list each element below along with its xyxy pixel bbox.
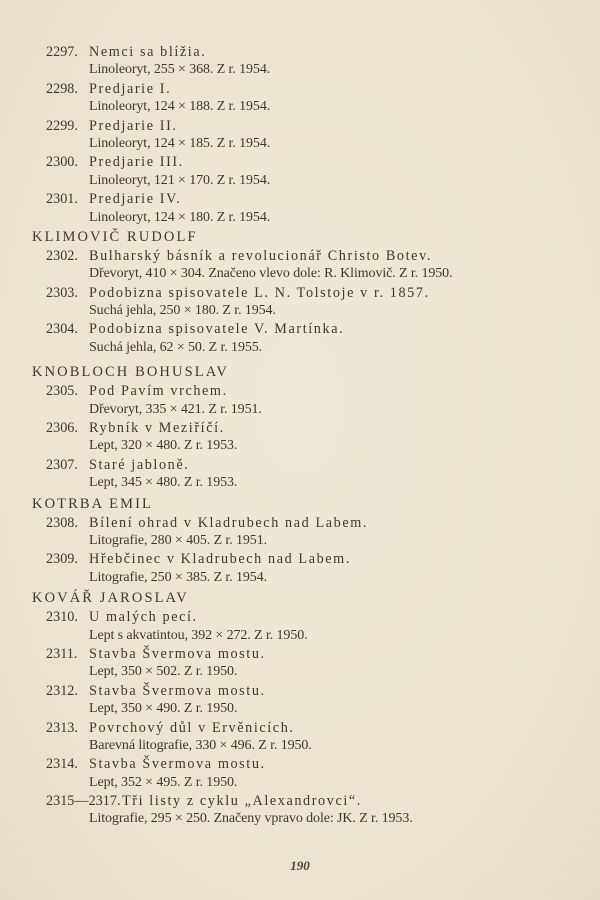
entry-description: Litografie, 295 × 250. Značeny vpravo dole: JK. Z r. 1953. xyxy=(89,811,413,827)
entry-description-line xyxy=(32,474,572,492)
entry-number: 2313. xyxy=(46,719,78,736)
entry-description-line xyxy=(32,61,572,79)
entry-number: 2306. xyxy=(46,420,78,437)
entry-number: 2305. xyxy=(46,383,78,400)
entry-title: Bílení ohrad v Kladrubech nad Labem. xyxy=(89,514,369,531)
entry-description-line xyxy=(32,339,572,357)
artist-heading: KOTRBA EMIL xyxy=(32,495,153,512)
entry-number-line xyxy=(32,419,572,437)
entry-description: Linoleoryt, 124 × 185. Z r. 1954. xyxy=(89,135,271,151)
entry-title: Predjarie IV. xyxy=(89,191,182,208)
entry-description: Barevná litografie, 330 × 496. Z r. 1950. xyxy=(89,737,312,753)
entry-description: Lept, 350 × 490. Z r. 1950. xyxy=(89,701,238,717)
entry-number-line xyxy=(32,117,572,135)
artist-heading: KLIMOVIČ RUDOLF xyxy=(32,228,198,245)
entry-number-line xyxy=(32,645,572,663)
entry-number-line xyxy=(32,608,572,626)
entry-description: Dřevoryt, 410 × 304. Značeno vlevo dole: R. Klimovič. Z r. 1950. xyxy=(89,266,453,282)
page-number: 190 xyxy=(290,858,310,873)
entry-description: Litografie, 280 × 405. Z r. 1951. xyxy=(89,532,268,548)
artist-heading: KNOBLOCH BOHUSLAV xyxy=(32,364,229,381)
entry-description: Suchá jehla, 250 × 180. Z r. 1954. xyxy=(89,303,276,319)
entry-description-line xyxy=(32,172,572,190)
entry-description: Lept, 350 × 502. Z r. 1950. xyxy=(89,664,238,680)
entry-title: Tři listy z cyklu „Alexandrovci“. xyxy=(122,793,362,810)
entry-title: Podobizna spisovatele V. Martínka. xyxy=(89,321,345,338)
entry-number: 2310. xyxy=(46,609,78,626)
entry-description: Lept, 352 × 495. Z r. 1950. xyxy=(89,774,238,790)
entry-title: Predjarie I. xyxy=(89,80,172,97)
entry-description: Dřevoryt, 335 × 421. Z r. 1951. xyxy=(89,401,262,417)
entry-number-line xyxy=(32,456,572,474)
entry-description-line xyxy=(32,302,572,320)
entry-number: 2312. xyxy=(46,682,78,699)
entry-description-line xyxy=(32,209,572,227)
entry-description: Linoleoryt, 124 × 180. Z r. 1954. xyxy=(89,209,271,225)
entry-title: Predjarie III. xyxy=(89,154,184,171)
entry-title: Povrchový důl v Ervěnicích. xyxy=(89,719,295,736)
entry-number: 2301. xyxy=(46,191,78,208)
entry-number-line xyxy=(32,43,572,61)
entry-number-line xyxy=(32,80,572,98)
entry-description: Linoleoryt, 124 × 188. Z r. 1954. xyxy=(89,99,271,115)
entry-number-line xyxy=(32,382,572,400)
entry-number-line xyxy=(32,792,572,810)
entry-title: Stavba Švermova mostu. xyxy=(89,645,266,662)
entry-number: 2302. xyxy=(46,247,78,264)
entry-title: Rybník v Meziříčí. xyxy=(89,420,225,437)
entry-number-line xyxy=(32,320,572,338)
entry-number-line xyxy=(32,719,572,737)
entry-description: Linoleoryt, 121 × 170. Z r. 1954. xyxy=(89,172,271,188)
entry-number: 2308. xyxy=(46,514,78,531)
entry-title: U malých pecí. xyxy=(89,609,198,626)
entry-description-line xyxy=(32,265,572,283)
entry-description-line xyxy=(32,663,572,681)
entry-number: 2298. xyxy=(46,80,78,97)
entry-title: Nemci sa blížia. xyxy=(89,44,207,60)
entry-description: Lept s akvatintou, 392 × 272. Z r. 1950. xyxy=(89,627,308,643)
entry-title: Stavba Švermova mostu. xyxy=(89,756,266,773)
entry-number-line xyxy=(32,153,572,171)
entry-number: 2314. xyxy=(46,756,78,773)
entry-number-line xyxy=(32,247,572,265)
entry-description: Lept, 320 × 480. Z r. 1953. xyxy=(89,438,238,454)
entry-description-line xyxy=(32,627,572,645)
entry-number-line xyxy=(32,514,572,532)
entry-number-line xyxy=(32,755,572,773)
entry-number: 2304. xyxy=(46,321,78,338)
artist-heading: KOVÁŘ JAROSLAV xyxy=(32,590,189,607)
entry-description-line xyxy=(32,774,572,792)
entry-number-line xyxy=(32,550,572,568)
entry-description-line xyxy=(32,401,572,419)
entry-description-line xyxy=(32,437,572,455)
entry-title: Predjarie II. xyxy=(89,117,178,134)
entry-number: 2303. xyxy=(46,284,78,301)
entry-title: Stavba Švermova mostu. xyxy=(89,682,266,699)
entry-description: Lept, 345 × 480. Z r. 1953. xyxy=(89,475,238,491)
entry-number-line xyxy=(32,284,572,302)
entry-description-line xyxy=(32,737,572,755)
entry-number-line xyxy=(32,682,572,700)
entry-number: 2299. xyxy=(46,117,78,134)
entry-number: 2307. xyxy=(46,456,78,473)
catalog-content xyxy=(32,43,572,829)
entry-number: 2297. xyxy=(46,44,78,60)
entry-description-line xyxy=(32,135,572,153)
entry-title: Podobizna spisovatele L. N. Tolstoje v r. 1857. xyxy=(89,284,430,301)
entry-title: Hřebčinec v Kladrubech nad Labem. xyxy=(89,551,351,568)
entry-number: 2311. xyxy=(46,645,78,662)
entry-description-line xyxy=(32,532,572,550)
entry-title: Pod Pavím vrchem. xyxy=(89,383,228,400)
entry-description-line xyxy=(32,700,572,718)
entry-number-line xyxy=(32,190,572,208)
entry-number-range: 2315—2317. xyxy=(46,793,121,810)
entry-description: Litografie, 250 × 385. Z r. 1954. xyxy=(89,569,268,585)
entry-number: 2300. xyxy=(46,154,78,171)
entry-description-line xyxy=(32,810,572,828)
entry-title: Staré jabloně. xyxy=(89,456,190,473)
entry-description-line xyxy=(32,569,572,587)
entry-description-line xyxy=(32,98,572,116)
entry-description: Linoleoryt, 255 × 368. Z r. 1954. xyxy=(89,62,271,78)
entry-number: 2309. xyxy=(46,551,78,568)
entry-title: Bulharský básník a revolucionář Christo Botev. xyxy=(89,247,432,264)
entry-description: Suchá jehla, 62 × 50. Z r. 1955. xyxy=(89,339,263,355)
